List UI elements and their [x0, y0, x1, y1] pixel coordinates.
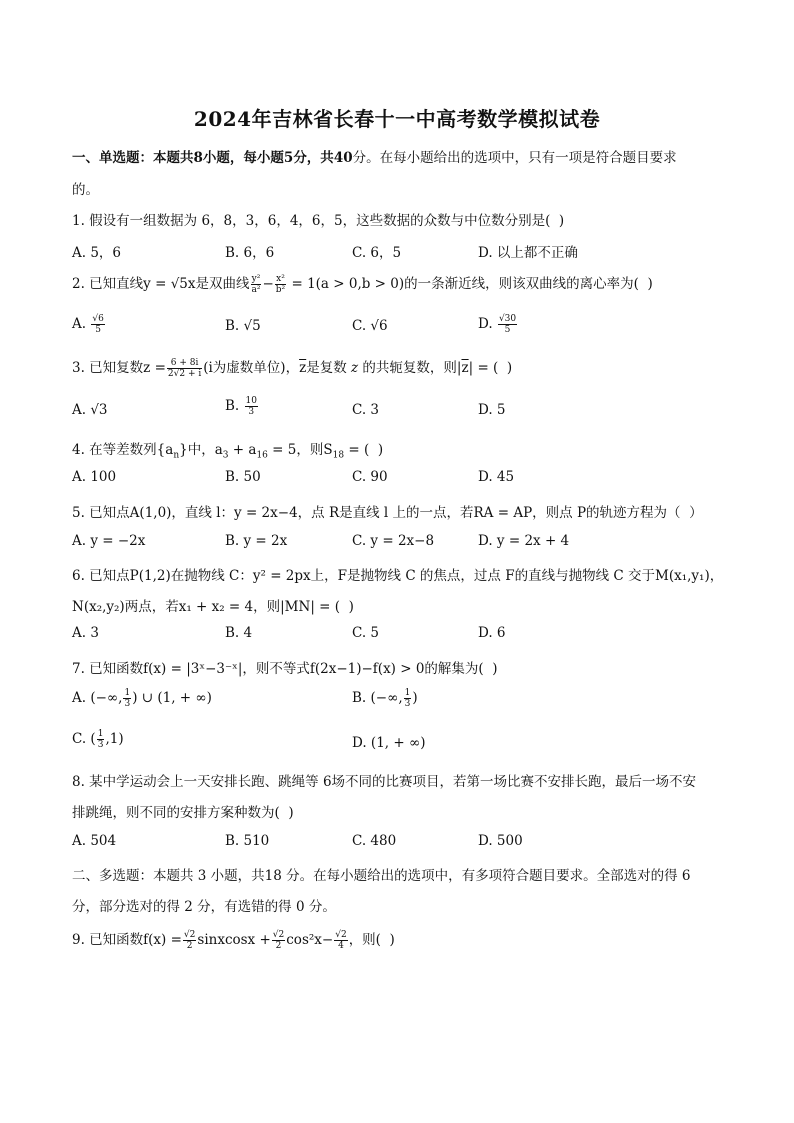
question-1-option-c: C. 6，5 [352, 245, 402, 261]
question-9-stem [72, 928, 395, 951]
question-4-stem [72, 438, 383, 461]
question-5-option-b: B. y = 2x [225, 533, 288, 549]
fraction-denominator: 3 [97, 740, 104, 750]
question-4-text: + a [228, 442, 257, 458]
option-text: A. (−∞, [72, 690, 123, 706]
question-1-stem: 1. 假设有一组数据为 6，8，3，6，4，6，5，这些数据的众数与中位数分别是( ) [72, 213, 565, 229]
question-4-text: = 5，则S [267, 442, 333, 458]
section-1-count: 8 [193, 150, 203, 166]
question-3-text: (i为虚数单位)， [203, 360, 300, 376]
section-1-header [72, 146, 677, 166]
question-7-option-c [72, 729, 124, 750]
question-2-option-d [478, 314, 518, 335]
option-label: D. [478, 316, 493, 332]
question-8-option-d: D. 500 [478, 833, 523, 849]
subscript: n [173, 450, 180, 461]
fraction-denominator: 5 [504, 325, 511, 335]
option-text: ,1) [105, 731, 124, 747]
question-8-option-c: C. 480 [352, 833, 397, 849]
question-1-option-b: B. 6，6 [225, 245, 275, 261]
option-label: A. [72, 316, 87, 332]
section-2-header-cont: 分，部分选对的得 2 分，有选错的得 0 分。 [72, 899, 336, 915]
question-1-option-a: A. 5，6 [72, 245, 122, 261]
subscript: 16 [256, 450, 268, 461]
option-text: B. (−∞, [352, 690, 403, 706]
question-3-text: 是复数 [306, 360, 347, 376]
question-3-option-c: C. 3 [352, 402, 380, 418]
fraction [183, 930, 196, 951]
question-6-option-a: A. 3 [72, 625, 99, 641]
question-5-option-d: D. y = 2x + 4 [478, 533, 570, 549]
question-7-option-d: D. (1, + ∞) [352, 735, 426, 751]
question-6-stem-line-2: N(x₂,y₂)两点，若x₁ + x₂ = 4，则|MN| = ( ) [72, 599, 354, 615]
option-text: ) ∪ (1, + ∞) [132, 690, 212, 706]
question-2-option-c: C. √6 [352, 318, 388, 334]
question-3-option-a: A. √3 [72, 402, 108, 418]
question-3-option-b [225, 396, 259, 417]
section-1-text: 分，共 [293, 150, 334, 166]
question-6-stem-line-1: 6. 已知点P(1,2)在抛物线 C：y² = 2px上，F是抛物线 C 的焦点，过点 F的直线与抛物线 C 交于M(x₁,y₁)， [72, 568, 724, 584]
section-1-score: 5 [283, 150, 294, 166]
fraction [275, 274, 286, 295]
question-3-stem [72, 356, 512, 379]
fraction-denominator: 3 [404, 699, 411, 709]
question-4-text: }中，a [179, 442, 223, 458]
question-3-option-d: D. 5 [478, 402, 506, 418]
fraction [91, 314, 104, 335]
option-text: ) [412, 690, 418, 706]
section-1-text: 小题，每小题 [202, 150, 284, 166]
section-1-header-cont: 的。 [72, 182, 99, 198]
question-6-option-c: C. 5 [352, 625, 380, 641]
fraction [123, 688, 131, 709]
question-6-option-b: B. 4 [225, 625, 253, 641]
fraction [334, 930, 347, 951]
option-label: B. [225, 398, 240, 414]
fraction-denominator: 3 [248, 407, 255, 417]
fraction [97, 729, 105, 750]
question-4-option-a: A. 100 [72, 469, 117, 485]
question-2-option-a [72, 314, 106, 335]
subscript: 3 [222, 450, 229, 461]
question-5-stem: 5. 已知点A(1,0)，直线 l：y = 2x−4，点 R是直线 l 上的一点，若RA = AP，则点 P的轨迹方程为（ ） [72, 505, 703, 521]
option-text: C. ( [72, 731, 96, 747]
fraction-denominator: b² [275, 285, 286, 295]
fraction-denominator: 5 [95, 325, 101, 335]
fraction [245, 396, 258, 417]
question-7-option-a [72, 688, 212, 709]
question-6-option-d: D. 6 [478, 625, 506, 641]
conjugate-symbol: $\overline{z}$ [299, 360, 307, 376]
fraction-numerator: √6 [92, 314, 104, 324]
fraction [498, 314, 517, 335]
fraction-denominator: 3 [124, 699, 131, 709]
conjugate-symbol: $\overline{z}$ [461, 360, 469, 376]
section-1-text: 分。在每小题给出的选项中，只有一项是符合题目要求 [352, 150, 677, 166]
fraction-numerator: √2 [183, 930, 196, 940]
section-1-total: 40 [333, 150, 353, 166]
question-3-text: 3. 已知复数z = [72, 360, 166, 376]
question-4-option-c: C. 90 [352, 469, 388, 485]
question-8-stem-line-2: 排跳绳，则不同的安排方案种数为( ) [72, 805, 294, 821]
fraction [251, 274, 262, 295]
section-2-header: 二、多选题：本题共 3 小题，共18 分。在每小题给出的选项中，有多项符合题目要求。全部选对的得 6 [72, 868, 691, 884]
page-title: 2024年吉林省长春十一中高考数学模拟试卷 [193, 107, 601, 131]
fraction-numerator: √30 [498, 314, 517, 324]
question-4-text: = ( ) [344, 442, 384, 458]
question-4-text: 4. 在等差数列{a [72, 442, 174, 458]
question-2-stem [72, 272, 653, 295]
fraction-numerator: √2 [335, 930, 347, 940]
fraction-numerator: 1 [404, 688, 411, 698]
minus-sign: − [262, 276, 274, 292]
fraction [167, 358, 202, 379]
question-7-option-b [352, 688, 418, 709]
question-5-option-a: A. y = −2x [72, 533, 146, 549]
fraction [404, 688, 412, 709]
question-8-stem-line-1: 8. 某中学运动会上一天安排长跑、跳绳等 6场不同的比赛项目，若第一场比赛不安排长跑，最后一场不安 [72, 774, 697, 790]
question-4-option-d: D. 45 [478, 469, 515, 485]
fraction-numerator: 6 + 8i [167, 358, 202, 369]
question-2-text: 2. 已知直线y = √5x是双曲线 [72, 276, 250, 292]
fraction-denominator: 2√2 + i [167, 369, 202, 379]
section-1-text: 一、单选题：本题共 [72, 150, 194, 166]
fraction-numerator: x² [276, 274, 285, 284]
fraction-numerator: 10 [245, 396, 257, 406]
question-9-text: 9. 已知函数f(x) = [72, 932, 182, 948]
question-8-option-a: A. 504 [72, 833, 117, 849]
question-8-option-b: B. 510 [225, 833, 270, 849]
question-4-option-b: B. 50 [225, 469, 261, 485]
question-9-text: sinxcosx + [197, 932, 271, 948]
question-2-option-b: B. √5 [225, 318, 261, 334]
question-9-text: ，则( ) [348, 932, 395, 948]
question-7-stem: 7. 已知函数f(x) = |3ˣ−3⁻ˣ|，则不等式f(2x−1)−f(x) > 0的解集为( ) [72, 661, 498, 677]
fraction-numerator: 1 [97, 729, 104, 739]
question-1-option-d: D. 以上都不正确 [478, 245, 578, 261]
fraction-denominator: a² [251, 285, 261, 295]
question-3-text: | = ( ) [468, 360, 513, 376]
question-5-option-c: C. y = 2x−8 [352, 533, 435, 549]
fraction-denominator: 4 [338, 941, 344, 951]
question-2-text: = 1(a > 0,b > 0)的一条渐近线，则该双曲线的离心率为( ) [287, 276, 653, 292]
variable-z: z [351, 360, 359, 376]
fraction-denominator: 2 [186, 941, 193, 951]
fraction-numerator: y² [251, 274, 261, 284]
fraction-denominator: 2 [275, 941, 282, 951]
question-9-text: cos²x− [286, 932, 334, 948]
fraction-numerator: √2 [272, 930, 285, 940]
fraction [272, 930, 285, 951]
question-3-text: 的共轭复数，则| [362, 360, 462, 376]
fraction-numerator: 1 [124, 688, 131, 698]
subscript: 18 [332, 450, 345, 461]
